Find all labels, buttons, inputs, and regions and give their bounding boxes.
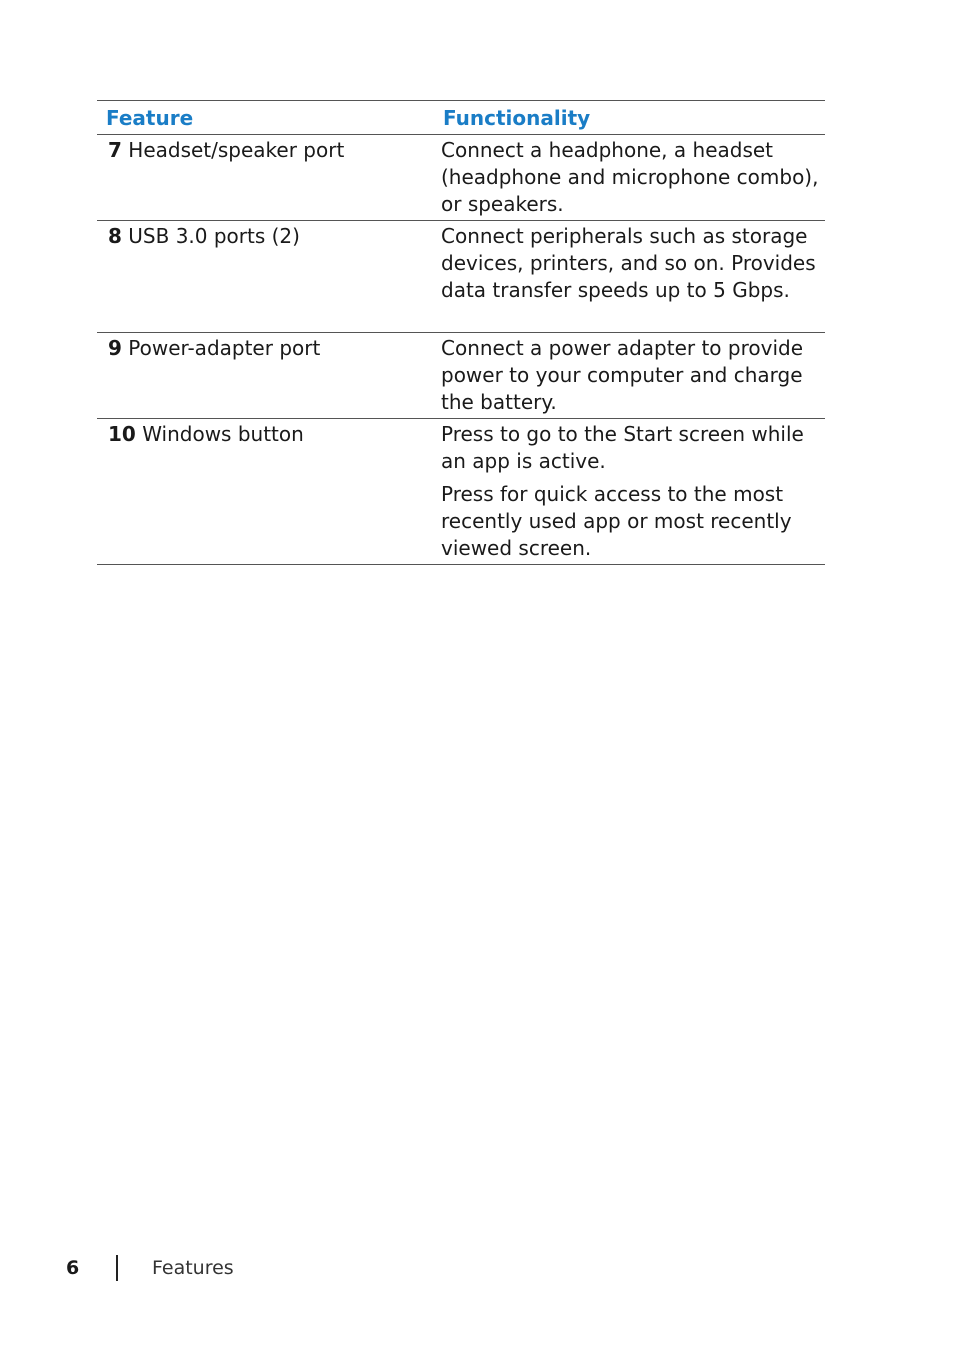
functionality-text: Connect a power adapter to provide power to your computer and charge the battery.: [441, 336, 804, 414]
feature-label: Power-adapter port: [121, 336, 321, 360]
functionality-cell: [430, 419, 825, 564]
table-header: [97, 101, 825, 135]
feature-table: [97, 100, 825, 565]
feature-cell: [97, 221, 430, 332]
feature-cell: [97, 135, 430, 220]
table-row: [97, 419, 825, 565]
header-feature: Feature: [106, 105, 194, 130]
functionality-cell: [430, 221, 825, 332]
table-row: [97, 333, 825, 419]
feature-number: 7: [108, 138, 122, 162]
feature-label: Windows button: [135, 422, 304, 446]
functionality-text: Press to go to the Start screen while an app is active.: [441, 422, 804, 473]
footer-divider: [116, 1255, 118, 1281]
page-footer: [66, 1252, 234, 1284]
functionality-cell: [430, 135, 825, 220]
page-number: 6: [66, 1257, 80, 1279]
feature-cell: [97, 333, 430, 418]
feature-cell: [97, 419, 430, 564]
table-row: [97, 135, 825, 221]
feature-label: Headset/speaker port: [121, 138, 345, 162]
feature-number: 9: [108, 336, 122, 360]
functionality-cell: [430, 333, 825, 418]
section-name: Features: [152, 1257, 234, 1279]
feature-number: 8: [108, 224, 122, 248]
functionality-text: Press for quick access to the most recently used app or most recently viewed screen.: [441, 482, 792, 560]
feature-number: 10: [108, 422, 136, 446]
functionality-text: Connect a headphone, a headset (headphone and microphone combo), or speakers.: [441, 138, 819, 216]
feature-label: USB 3.0 ports (2): [121, 224, 300, 248]
functionality-text: Connect peripherals such as storage devices, printers, and so on. Provides data transfer speeds up to 5 Gbps.: [441, 224, 816, 302]
header-functionality: Functionality: [443, 105, 591, 130]
table-row: [97, 221, 825, 333]
